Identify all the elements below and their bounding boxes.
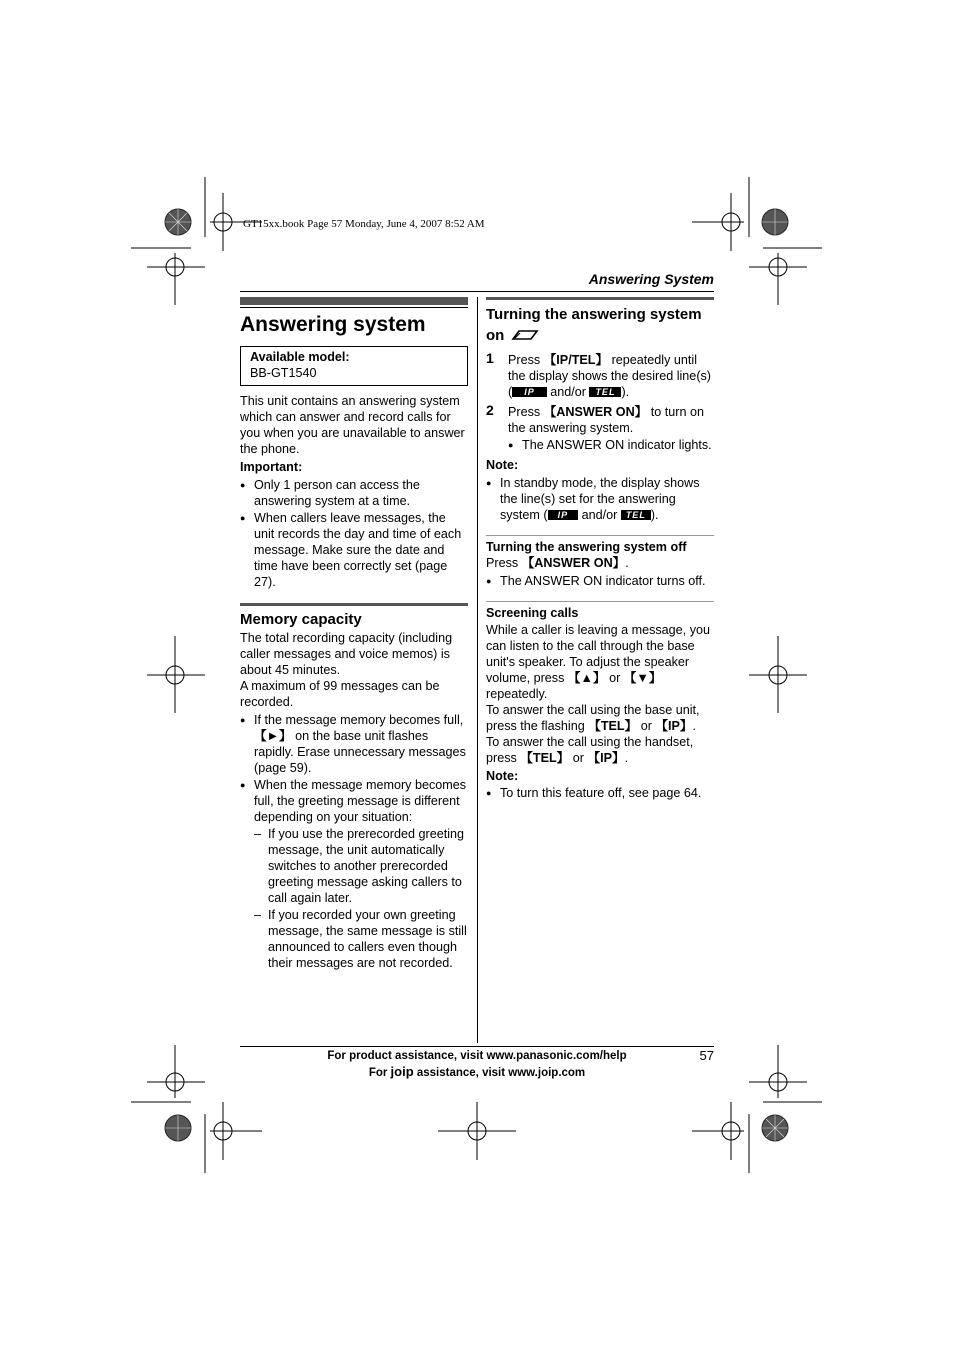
footer-line-2: For joip assistance, visit www.joip.com bbox=[368, 1064, 586, 1079]
note-label: Note: bbox=[486, 769, 519, 783]
off-bullet: ● The ANSWER ON indicator turns off. bbox=[486, 573, 714, 589]
answer-on-key: 【ANSWER ON】 bbox=[521, 556, 626, 570]
important-label: Important: bbox=[240, 460, 303, 474]
important-item: ● When callers leave messages, the unit records the day and time of each message. Make sure the date and time have been correctly set (page 27). bbox=[240, 510, 468, 590]
model-label: Available model: bbox=[250, 350, 350, 364]
right-rule bbox=[486, 297, 714, 300]
off-instruction: Press 【ANSWER ON】. bbox=[486, 556, 629, 570]
footer-rule bbox=[240, 1046, 714, 1047]
important-item: ● Only 1 person can access the answering system at a time. bbox=[240, 477, 468, 509]
page-number: 57 bbox=[699, 1048, 714, 1063]
print-info: GT15xx.book Page 57 Monday, June 4, 2007 8:52 AM bbox=[243, 218, 485, 230]
left-column bbox=[240, 297, 468, 971]
section-header: Answering System bbox=[588, 271, 714, 287]
tel-key: 【TEL】 bbox=[588, 719, 638, 733]
memory-bullet: ● If the message memory becomes full, 【►】 on the base unit flashes rapidly. Erase unnecessary messages (page 59). bbox=[240, 712, 468, 776]
memory-bullet: ● When the message memory becomes full, the greeting message is different depending on your situation: bbox=[240, 777, 468, 825]
model-box bbox=[240, 346, 468, 386]
title-rule bbox=[240, 307, 468, 308]
step-1: 1 Press 【IP/TEL】 repeatedly until the display shows the desired line(s) ( IP and/or TEL ). bbox=[486, 350, 712, 399]
right-column bbox=[486, 297, 714, 801]
memory-dash-item: – If you recorded your own greeting message, the same message is still announced to callers even though their messages are not recorded. bbox=[254, 907, 468, 971]
ip-icon: IP bbox=[548, 510, 579, 520]
answer-on-key: 【ANSWER ON】 bbox=[543, 405, 648, 419]
memory-para: A maximum of 99 messages can be recorded. bbox=[240, 679, 440, 709]
volume-up-key: 【▲】 bbox=[567, 671, 606, 685]
turn-on-heading: Turning the answering system on bbox=[486, 306, 702, 344]
title-bar bbox=[240, 297, 468, 305]
screen-text: While a caller is leaving a message, you can listen to the call through the base unit's speaker. To adjust the speaker volume, press 【▲】 or 【▼】 repeatedly. To answer the call using the base unit, press the flashing 【TEL】 or 【IP】. To answer the call using the handset, press 【TEL】 or 【IP】. bbox=[486, 623, 710, 765]
column-divider bbox=[477, 297, 478, 1043]
step-2: 2 Press 【ANSWER ON】 to turn on the answering system. ● The ANSWER ON indicator lights. bbox=[486, 404, 714, 453]
memory-rule bbox=[240, 603, 468, 606]
thin-rule bbox=[486, 601, 714, 602]
footer bbox=[240, 1048, 714, 1081]
off-heading: Turning the answering system off bbox=[486, 540, 687, 554]
note-item: ● To turn this feature off, see page 64. bbox=[486, 785, 714, 801]
ip-icon: IP bbox=[512, 387, 547, 397]
memory-dash-item: – If you use the prerecorded greeting message, the unit automatically switches to another prerecorded greeting message asking callers to call again later. bbox=[254, 826, 468, 906]
tel-icon: TEL bbox=[589, 387, 621, 397]
ip-tel-key: 【IP/TEL】 bbox=[543, 353, 609, 367]
intro-text: This unit contains an answering system which can answer and record calls for you when you are unavailable to answer the phone. bbox=[240, 394, 465, 456]
note-label: Note: bbox=[486, 458, 519, 472]
answer-icon bbox=[509, 329, 539, 341]
thin-rule bbox=[486, 535, 714, 536]
model-value: BB-GT1540 bbox=[250, 366, 317, 380]
play-key: 【►】 bbox=[254, 729, 292, 743]
volume-down-key: 【▼】 bbox=[623, 671, 662, 685]
ip-key: 【IP】 bbox=[587, 751, 625, 765]
memory-para: The total recording capacity (including caller messages and voice memos) is about 45 minutes. bbox=[240, 631, 453, 677]
note-item: ● In standby mode, the display shows the line(s) set for the answering system ( IP and/or TEL ). bbox=[486, 475, 714, 523]
memory-heading: Memory capacity bbox=[240, 611, 362, 628]
step2-bullet: ● The ANSWER ON indicator lights. bbox=[508, 437, 714, 453]
ip-key: 【IP】 bbox=[655, 719, 693, 733]
screen-heading: Screening calls bbox=[486, 606, 579, 620]
header-rule bbox=[240, 291, 714, 292]
footer-line-1: For product assistance, visit www.panasonic.com/help bbox=[327, 1050, 627, 1062]
joip-logo: joip bbox=[390, 1064, 414, 1079]
page-title: Answering system bbox=[240, 313, 426, 336]
tel-icon: TEL bbox=[621, 510, 651, 520]
tel-key: 【TEL】 bbox=[520, 751, 570, 765]
